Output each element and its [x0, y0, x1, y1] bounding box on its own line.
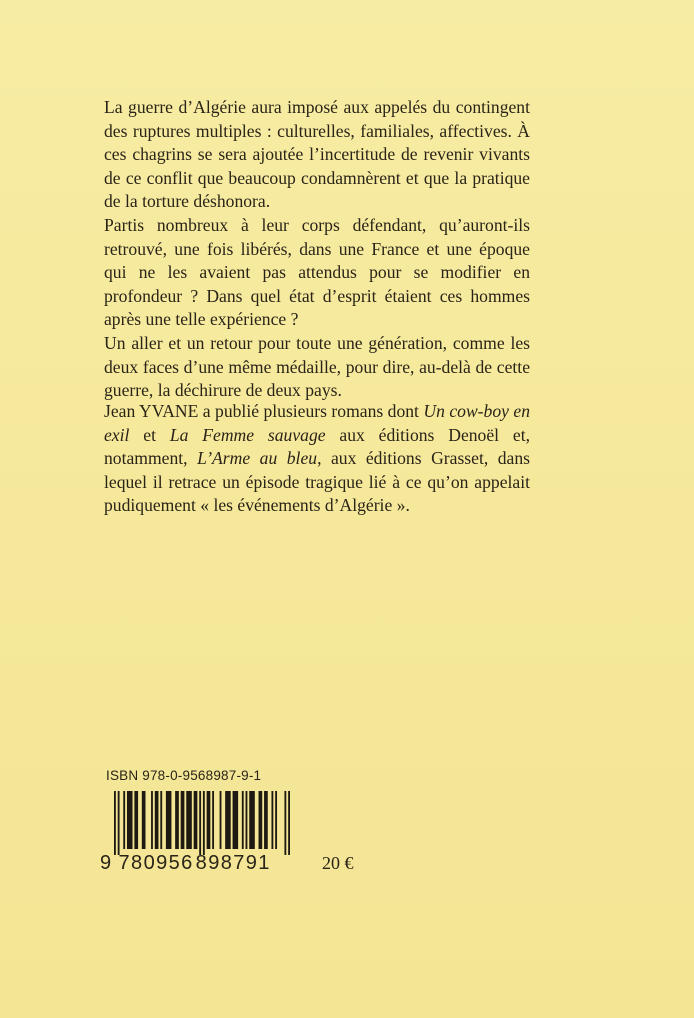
barcode-bar — [225, 791, 231, 849]
barcode-bar — [233, 791, 239, 849]
barcode-bar — [114, 791, 116, 855]
book-title: L’Arme au bleu — [197, 448, 318, 469]
blurb-paragraph: Un aller et un retour pour toute une génération, comme les deux faces d’une même médaille, pour dire, au-delà de cette guerre, la déchirure de deux pays. — [104, 332, 530, 401]
barcode-bar — [271, 791, 273, 849]
barcode-bar — [246, 791, 248, 849]
blurb-text — [104, 96, 530, 403]
author-bio — [104, 400, 530, 518]
barcode-bar — [242, 791, 244, 849]
barcode-bar — [288, 791, 290, 855]
barcode-digits — [100, 852, 271, 875]
book-title: La Femme sauvage — [169, 424, 326, 445]
barcode-bar — [220, 791, 222, 849]
barcode-bar — [151, 791, 153, 849]
blurb-paragraph: La guerre d’Algérie aura imposé aux appelés du contingent des ruptures multiples : culturelles, familiales, affectives. À ces chagrins se sera ajoutée l’incertitude de revenir vivants de ce conflit que beaucoup condamnèrent et que la pratique de la torture déshonora. — [104, 97, 530, 212]
author-bio-part: Jean YVANE a publié plusieurs romans dont — [104, 401, 424, 421]
barcode-digits-right: 898791 — [195, 852, 271, 874]
barcode-bar — [142, 791, 146, 849]
barcode-digit-first: 9 — [100, 852, 113, 874]
barcode-bar — [123, 791, 125, 849]
book-title: Un cow-boy en exil — [104, 401, 530, 445]
barcode-bar — [259, 791, 263, 849]
author-bio-part: , aux éditions Grasset, dans lequel il retrace un épisode tragique lié à ce qu’on appelait pudiquement « les événements d’Algérie ». — [104, 448, 530, 516]
barcode-bar — [284, 791, 286, 855]
barcode-bar — [186, 791, 192, 849]
barcode-bar — [181, 791, 185, 849]
barcode-bar — [275, 791, 277, 849]
barcode-bar — [199, 791, 201, 855]
barcode-bar — [175, 791, 179, 849]
barcode-bar — [118, 791, 120, 855]
blurb-paragraph: Partis nombreux à leur corps défendant, qu’auront-ils retrouvé, une fois libérés, dans une France et une époque qui ne les avaient pas attendus pour se modifier en profondeur ? Dans quel état d’esprit étaient ces hommes après une telle expérience ? — [104, 214, 530, 330]
author-bio-part: aux éditions Denoël et, notamment, — [104, 424, 531, 469]
barcode-bar — [134, 791, 138, 849]
barcode-bar — [160, 791, 162, 849]
barcode-bar — [264, 791, 268, 849]
barcode-digits-left: 780956 — [118, 852, 194, 874]
price-label: 20 € — [322, 853, 354, 873]
barcode-bar — [155, 791, 159, 849]
author-bio-part: et — [129, 424, 170, 445]
author-bio-paragraph — [104, 400, 530, 518]
barcode-icon — [114, 791, 290, 855]
barcode-bar — [203, 791, 205, 855]
barcode-bar — [249, 791, 255, 849]
barcode-bar — [207, 791, 211, 849]
barcode-bar — [166, 791, 172, 849]
barcode-bar — [212, 791, 214, 849]
barcode-bar — [194, 791, 198, 849]
isbn-label: ISBN 978-0-9568987-9-1 — [106, 768, 262, 783]
barcode-bar — [127, 791, 133, 849]
